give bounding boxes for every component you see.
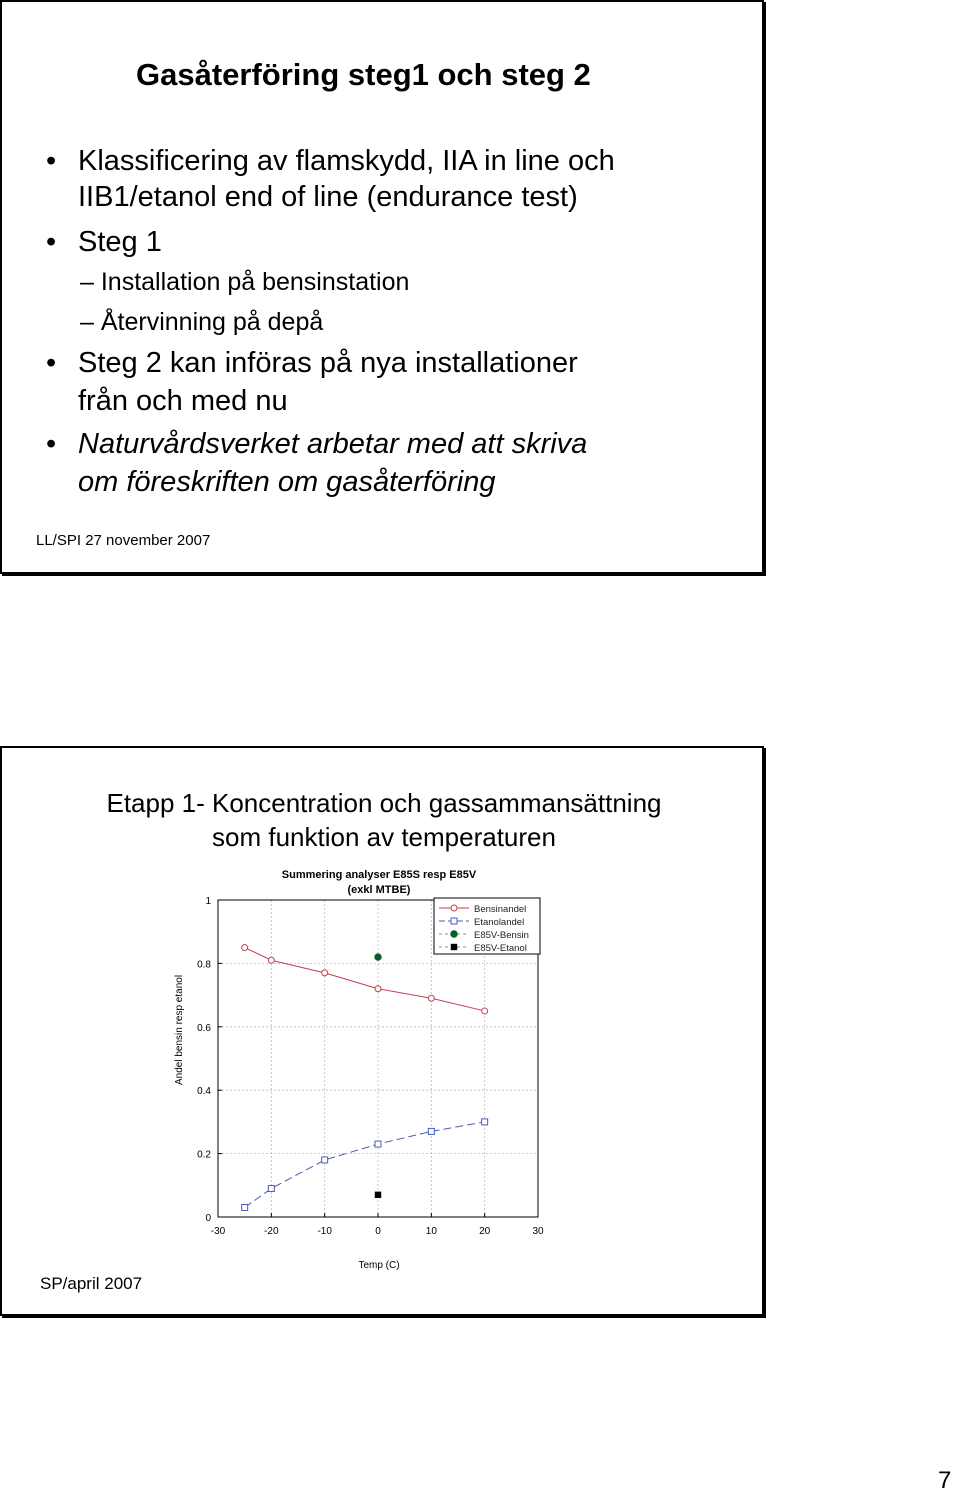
slide-1-title: Gasåterföring steg1 och steg 2 <box>136 57 591 92</box>
legend-label: Bensinandel <box>474 904 527 915</box>
slide-1 <box>0 0 764 574</box>
x-tick-label: -30 <box>210 1226 226 1237</box>
legend-label: Etanolandel <box>474 917 525 928</box>
series-line-1 <box>245 1122 485 1208</box>
data-point <box>242 945 248 951</box>
legend-marker <box>451 931 457 937</box>
data-point <box>268 1185 274 1191</box>
y-tick-label: 0.2 <box>197 1149 211 1161</box>
bullet-1-line-1: Klassificering av flamskydd, IIA in line och <box>78 145 615 177</box>
y-tick-label: 0.4 <box>197 1086 211 1098</box>
legend-marker <box>451 944 457 950</box>
chart <box>2 748 762 1314</box>
bullet-dot: • <box>46 226 57 258</box>
data-point <box>482 1008 488 1014</box>
data-point <box>242 1204 248 1210</box>
data-point <box>322 970 328 976</box>
bullet-2-text: Steg 1 <box>78 226 162 258</box>
dash: – <box>80 268 94 296</box>
bullet-1-line-2: IIB1/etanol end of line (endurance test) <box>78 181 578 213</box>
sub-bullet-2-text: Återvinning på depå <box>100 308 324 336</box>
data-point <box>322 1157 328 1163</box>
chart-series <box>242 945 488 1211</box>
bullet-dot: • <box>46 428 57 460</box>
y-tick-label: 0 <box>205 1213 211 1224</box>
slide-2-title-line-2: som funktion av temperaturen <box>212 822 556 852</box>
bullet-3-line-1: Steg 2 kan införas på nya installationer <box>78 347 578 379</box>
data-point <box>375 1141 381 1147</box>
data-point <box>375 986 381 992</box>
chart-title-line-2: (exkl MTBE) <box>347 884 411 896</box>
bullet-dot: • <box>46 347 57 379</box>
data-point <box>482 1119 488 1125</box>
x-tick-label: -10 <box>317 1226 332 1237</box>
x-axis-label: Temp (C) <box>358 1260 400 1271</box>
x-tick-label: 20 <box>479 1226 491 1237</box>
x-tick-label: 10 <box>425 1226 437 1237</box>
bullet-4-line-1: Naturvårdsverket arbetar med att skriva <box>78 428 588 460</box>
x-tick-label: 0 <box>375 1226 381 1237</box>
y-tick-label: 0.6 <box>197 1022 211 1034</box>
y-tick-label: 0.8 <box>197 959 211 971</box>
slide-2-title-line-1: Etapp 1- Koncentration och gassammansättning <box>106 788 662 818</box>
bullet-dot: • <box>46 145 57 177</box>
legend-marker <box>451 905 457 911</box>
legend-label: E85V-Bensin <box>474 930 529 941</box>
x-tick-label: -20 <box>264 1226 279 1237</box>
bullet-3-line-2: från och med nu <box>78 385 288 417</box>
slide-2-footer: SP/april 2007 <box>40 1274 143 1293</box>
chart-title-line-1: Summering analyser E85S resp E85V <box>281 869 477 881</box>
series-line-0 <box>245 948 485 1011</box>
legend-marker <box>451 918 457 924</box>
data-point <box>428 995 434 1001</box>
legend-label: E85V-Etanol <box>474 943 527 954</box>
data-point <box>268 957 274 963</box>
x-tick-label: 30 <box>532 1226 544 1237</box>
y-tick-label: 1 <box>205 896 211 907</box>
data-point <box>375 954 381 960</box>
sub-bullet-2 <box>80 306 323 338</box>
page-number: 7 <box>938 1467 952 1494</box>
chart-legend <box>434 898 540 954</box>
sub-bullet-1 <box>80 266 409 298</box>
slide-1-footer: LL/SPI 27 november 2007 <box>36 532 211 549</box>
sub-bullet-1-text: Installation på bensinstation <box>100 268 410 296</box>
slide-2 <box>0 746 764 1316</box>
data-point <box>375 1192 381 1198</box>
data-point <box>428 1128 434 1134</box>
bullet-4-line-2: om föreskriften om gasåterföring <box>78 466 496 498</box>
dash: – <box>80 308 94 336</box>
y-axis-label: Andel bensin resp etanol <box>174 974 185 1086</box>
